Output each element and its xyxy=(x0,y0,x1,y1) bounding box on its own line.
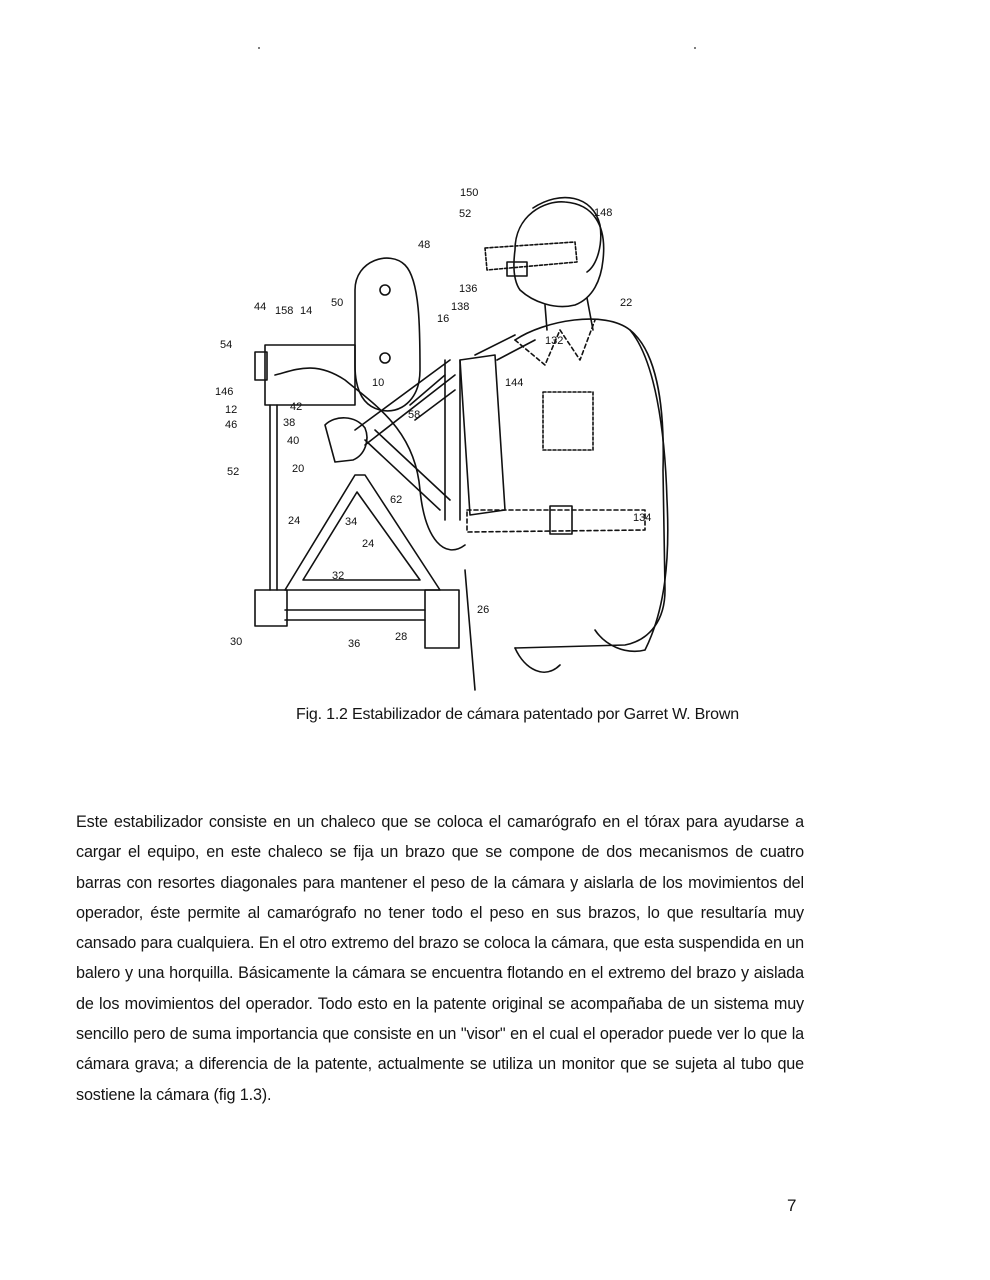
operator-arm xyxy=(595,330,668,651)
figure-label: 50 xyxy=(331,297,344,309)
scan-speck xyxy=(694,47,696,49)
figure-label: 52 xyxy=(227,466,240,478)
gimbal-handle xyxy=(325,418,367,462)
support-arm-upper xyxy=(355,360,455,445)
operator-torso xyxy=(515,319,665,648)
headband xyxy=(485,242,577,270)
battery-right xyxy=(425,590,459,648)
vest-plate xyxy=(460,355,505,515)
figure-label: 46 xyxy=(225,419,238,431)
center-post xyxy=(270,405,277,590)
figure-label: 134 xyxy=(633,512,652,524)
figure-label: 36 xyxy=(348,638,361,650)
figure-label: 54 xyxy=(220,339,233,351)
operator-legs xyxy=(465,570,560,690)
figure-caption: Fig. 1.2 Estabilizador de cámara patentado por Garret W. Brown xyxy=(296,706,739,723)
figure-label: 144 xyxy=(505,377,524,389)
support-arm-lower xyxy=(365,430,450,510)
steadicam-patent-drawing xyxy=(215,170,675,705)
operator-neck xyxy=(545,298,593,330)
figure-label: 28 xyxy=(395,631,408,643)
figure-label: 24 xyxy=(288,515,301,527)
camera-housing xyxy=(265,345,355,405)
patent-figure xyxy=(215,170,675,705)
scan-speck xyxy=(258,47,260,49)
figure-label: 44 xyxy=(254,301,267,313)
base-rail xyxy=(285,610,425,620)
figure-label: 40 xyxy=(287,435,300,447)
figure-label: 138 xyxy=(451,301,470,313)
figure-label: 58 xyxy=(408,409,421,421)
body-paragraph: Este estabilizador consiste en un chaleco que se coloca el camarógrafo en el tórax para ayudarse a cargar el equipo, en este chaleco se fija un brazo que se compone de dos mecanismos de cuatro barras con resortes diagonales para mantener el peso de la cámara y aislarla de los movimientos del operador, éste permite al camarógrafo no tener todo el peso en sus brazos, lo que resultaría muy cansado para cualquiera. En el otro extremo del brazo se coloca la cámara, que esta suspendida en un balero y una horquilla. Básicamente la cámara se encuentra flotando en el extremo del brazo y aislada de los movimientos del operador. Todo esto en la patente original se acompañaba de un sistema muy sencillo pero de suma importancia que consiste en un "visor" en el cual el operador puede ver lo que la cámara grava; a diferencia de la patente, actualmente se utiliza un monitor que se sujeta al tubo que sostiene la cámara (fig 1.3). xyxy=(76,813,804,1104)
vest-post xyxy=(445,360,460,520)
figure-label: 132 xyxy=(545,335,564,347)
visor-arm xyxy=(533,198,601,272)
figure-label: 62 xyxy=(390,494,403,506)
page-number: 7 xyxy=(787,1196,797,1215)
figure-label: 22 xyxy=(620,297,633,309)
figure-label: 150 xyxy=(460,187,479,199)
vest-belt xyxy=(467,510,645,532)
figure-label: 12 xyxy=(225,404,238,416)
figure-label: 24 xyxy=(362,538,375,550)
operator-head xyxy=(514,202,604,307)
figure-label: 136 xyxy=(459,283,478,295)
figure-label: 30 xyxy=(230,636,243,648)
figure-label: 146 xyxy=(215,386,234,398)
visor-eyepiece xyxy=(507,262,527,276)
figure-label: 52 xyxy=(459,208,472,220)
figure-label: 48 xyxy=(418,239,431,251)
figure-label: 42 xyxy=(290,401,303,413)
camera-body xyxy=(355,258,420,411)
figure-label: 26 xyxy=(477,604,490,616)
shirt-pocket xyxy=(543,392,593,450)
figure-label: 10 xyxy=(372,377,385,389)
figure-label: 16 xyxy=(437,313,450,325)
camera-reel-top xyxy=(380,285,390,295)
figure-label: 38 xyxy=(283,417,296,429)
figure-label: 20 xyxy=(292,463,305,475)
figure-label: 158 xyxy=(275,305,294,317)
figure-label: 148 xyxy=(594,207,613,219)
battery-left xyxy=(255,590,287,626)
camera-reel-bottom xyxy=(380,353,390,363)
figure-label: 32 xyxy=(332,570,345,582)
figure-label: 34 xyxy=(345,516,358,528)
triangle-inner xyxy=(303,492,420,580)
camera-cable xyxy=(275,368,465,550)
figure-label: 14 xyxy=(300,305,313,317)
